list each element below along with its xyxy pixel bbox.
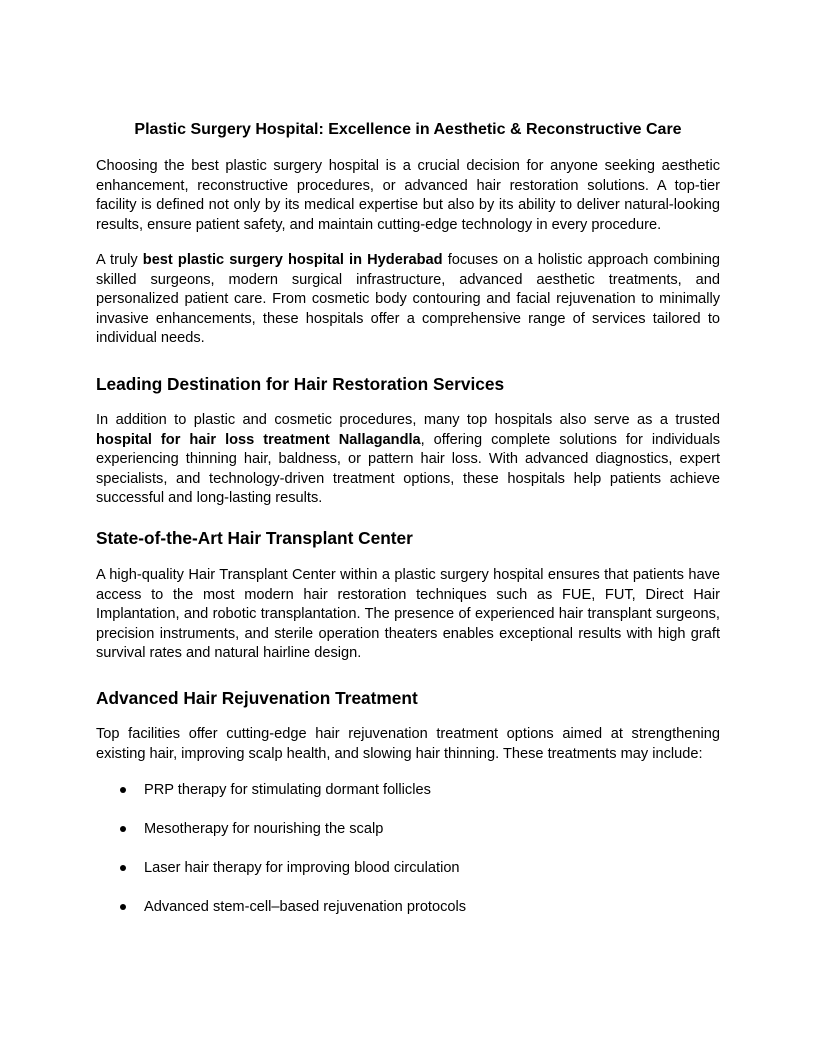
section-heading-hair-rejuvenation: Advanced Hair Rejuvenation Treatment	[96, 688, 418, 708]
bold-keyword: best plastic surgery hospital in Hyderabad	[142, 252, 443, 268]
paragraph-text: A truly	[96, 252, 143, 268]
bold-keyword: hospital for hair loss treatment Nallagandla	[96, 431, 421, 448]
list-item-text: Advanced stem-cell–based rejuvenation protocols	[144, 899, 467, 915]
paragraph-text: , offering complete solutions for individuals experiencing thinning hair, baldness, or pattern hair loss. With advanced diagnostics, expert specialists, and technology-driven treatment options, these hospitals help patients achieve successful and long-lasting results.	[96, 431, 720, 507]
list-item-text: Mesotherapy for nourishing the scalp	[144, 821, 384, 837]
document-title: Plastic Surgery Hospital: Excellence in Aesthetic & Reconstructive Care	[134, 121, 682, 138]
bullet-icon	[120, 904, 126, 910]
bullet-icon	[120, 787, 126, 793]
list-item-text: PRP therapy for stimulating dormant follicles	[144, 782, 431, 798]
hyderabad-paragraph	[96, 251, 720, 349]
list-item	[96, 897, 720, 936]
section-heading-hair-restoration: Leading Destination for Hair Restoration Services	[96, 374, 505, 394]
intro-paragraph: Choosing the best plastic surgery hospital is a crucial decision for anyone seeking aesthetic enhancement, reconstructive procedures, or advanced hair restoration solutions. A top-tier facility is defined not only by its medical expertise but also by its ability to deliver natural-looking results, ensure patient safety, and maintain cutting-edge technology in every procedure.	[96, 158, 720, 233]
list-item	[96, 858, 720, 897]
paragraph-text: focuses on a holistic approach combining skilled surgeons, modern surgical infrastructure, advanced aesthetic treatments, and personalized patient care. From cosmetic body contouring and facial rejuvenation to minimally invasive enhancements, these hospitals offer a comprehensive range of services tailored to individual needs.	[96, 252, 721, 347]
list-item	[96, 780, 720, 819]
paragraph-text: In addition to plastic and cosmetic procedures, many top hospitals also serve as a trusted	[96, 412, 720, 428]
list-item	[96, 819, 720, 858]
section-heading-hair-transplant: State-of-the-Art Hair Transplant Center	[96, 528, 413, 548]
hair-rejuvenation-paragraph: Top facilities offer cutting-edge hair rejuvenation treatment options aimed at strengthening existing hair, improving scalp health, and slowing hair thinning. These treatments may include:	[96, 726, 720, 762]
bullet-icon	[120, 826, 126, 832]
hair-restoration-paragraph	[96, 411, 720, 509]
bullet-icon	[120, 865, 126, 871]
list-item-text: Laser hair therapy for improving blood circulation	[144, 860, 460, 876]
hair-transplant-paragraph: A high-quality Hair Transplant Center within a plastic surgery hospital ensures that patients have access to the most modern hair restoration techniques such as FUE, FUT, Direct Hair Implantation, and robotic transplantation. The presence of experienced hair transplant surgeons, precision instruments, and sterile operation theaters enables exceptional results with high graft survival rates and natural hairline design.	[96, 567, 720, 662]
treatment-bullet-list	[96, 780, 720, 936]
